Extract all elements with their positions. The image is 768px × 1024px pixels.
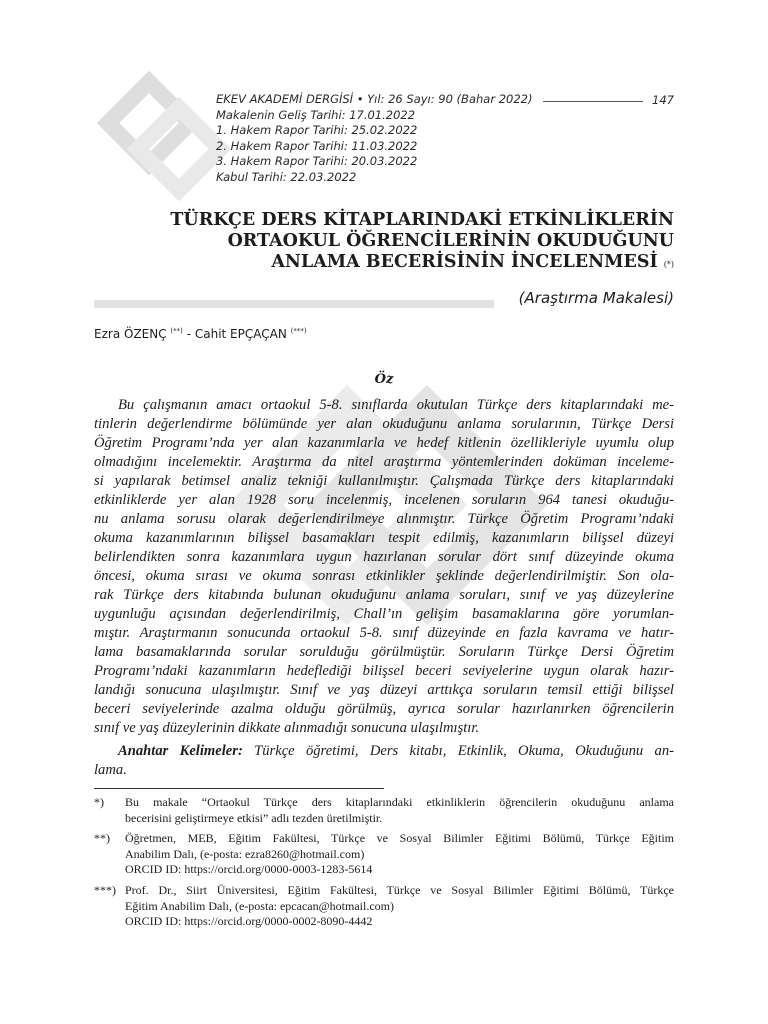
footnote-line: Öğretmen, MEB, Eğitim Fakültesi, Türkçe ve Sosyal Bilimler Eğitimi Bölümü, Türkçe Eğitim: [125, 831, 674, 845]
article-type: (Araştırma Makalesi): [518, 289, 674, 307]
author-name: Ezra ÖZENÇ: [94, 327, 167, 341]
footnote: [94, 831, 674, 879]
footnote-body: [125, 795, 674, 826]
abstract-line: etkinliklerde yer alan 1928 soru incelenmiş, incelenen soruların 964 tanesi okuduğu-: [94, 492, 674, 508]
keywords-text: Türkçe öğretimi, Ders kitabı, Etkinlik, Okuma, Okuduğunu an-: [242, 743, 674, 759]
review1-date: 1. Hakem Rapor Tarihi: 25.02.2022: [216, 123, 418, 137]
abstract-line: Öğretim Programı’nda yer alan kazanımlarla ve hedef kitlenin özellikleriyle uyumlu olup: [94, 435, 674, 451]
footnote-mark: ***): [94, 883, 116, 897]
subtitle-bar: [94, 300, 494, 308]
abstract-line: sınıf ve yaş düzeylerinin dikkate alınmadığı sonucuna ulaşılmıştır.: [94, 720, 480, 736]
abstract-line: öncesi, okuma sırası ve okuma sonrası etkinlikler şeklinde değerlendirilmiştir. Son ola-: [94, 568, 674, 584]
abstract-line: Bu çalışmanın amacı ortaokul 5-8. sınıflarda okutulan Türkçe ders kitaplarındaki me-: [118, 397, 674, 413]
author-note-mark: (***): [290, 327, 307, 335]
footnote: [94, 883, 674, 931]
footnote-body: [125, 883, 674, 930]
accepted-date: Kabul Tarihi: 22.03.2022: [216, 169, 357, 184]
abstract-body: [94, 396, 674, 738]
keywords: [94, 742, 674, 780]
article-title: [170, 210, 674, 273]
keywords-line: lama.: [94, 762, 127, 778]
author-name: Cahit EPÇAÇAN: [194, 327, 287, 341]
abstract-line: nu anlama sorusu olarak değerlendirilmeye alınmıştır. Türkçe Öğretim Programı’ndaki: [94, 511, 674, 527]
received-date: Makalenin Geliş Tarihi: 17.01.2022: [216, 107, 416, 122]
abstract-line: lama basamaklarında sorular sorulduğu görülmüştür. Soruların Türkçe Dersi Öğretim: [94, 644, 674, 660]
page-number: 147: [652, 93, 674, 107]
title-line: TÜRKÇE DERS KİTAPLARINDAKİ ETKİNLİKLERİN: [170, 210, 674, 230]
author-note-mark: (**): [170, 327, 183, 335]
abstract-line: mıştır. Araştırmanın sonucunda ortaokul 5-8. sınıf düzeyinde en fazla kavrama ve hatır-: [94, 625, 674, 641]
footnote: [94, 795, 674, 827]
keywords-line: [94, 742, 674, 761]
title-note-mark: (*): [663, 260, 674, 269]
footnote-line: Bu makale “Ortaokul Türkçe ders kitaplarındaki etkinliklerin öğrencilerin okuduğunu anlama: [125, 795, 674, 809]
abstract-line: okuma kazanımlarının bilişsel basamakları tespit edilmiş, kazanımların bilişsel düzeyi: [94, 530, 674, 546]
title-line-text: ANLAMA BECERİSİNİN İNCELENMESİ: [271, 252, 658, 272]
footnote-line: becerisini geliştirmeye etkisi” adlı tezden üretilmiştir.: [125, 810, 383, 825]
footnote-mark: *): [94, 795, 104, 809]
abstract-line: uygunluğu açısından değerlendirilmiş, Chall’ın gelişim basamaklarına göre yorumlan-: [94, 606, 674, 622]
abstract-line: landığı sonucuna ulaşılmıştır. Sınıf ve yaş düzeyi arttıkça soruların temsil ettiği bilişsel: [94, 682, 674, 698]
abstract-line: tinlerin değerlendirme bölümünde yer alan okuduğunu anlama sorularının, Türkçe Dersi: [94, 416, 674, 432]
footnote-line: Eğitim Anabilim Dalı, (e-posta: epcacan@hotmail.com): [125, 898, 394, 913]
abstract-line: si yapılarak betimsel analiz tekniği kullanılmıştır. Çalışmada Türkçe ders kitaplarındaki: [94, 473, 674, 489]
title-line: ORTAOKUL ÖĞRENCİLERİNİN OKUDUĞUNU: [227, 231, 674, 251]
abstract-line: Programı’ndaki kazanımların hedeflediği bilişsel beceri seviyelerine uygun olarak hazır-: [94, 663, 674, 679]
footnote-line: Prof. Dr., Siirt Üniversitesi, Eğitim Fakültesi, Türkçe ve Sosyal Bilimler Eğitimi Bölümü, Türkçe: [125, 883, 674, 897]
author-separator: -: [182, 327, 195, 341]
header-rule: [543, 101, 643, 102]
abstract-line: beceri seviyelerinde azalma olduğu görülmüş, ayrıca sorular hazırlanırken öğrencilerin: [94, 701, 674, 717]
footnote-mark: **): [94, 831, 110, 845]
footnote-line: Anabilim Dalı, (e-posta: ezra8260@hotmail.com): [125, 846, 365, 861]
authors: [94, 327, 307, 341]
review3-date: 3. Hakem Rapor Tarihi: 20.03.2022: [216, 154, 418, 168]
abstract-line: olmadığını incelemektir. Araştırma da nitel araştırma yöntemlerinden doküman inceleme-: [94, 454, 674, 470]
abstract-line: belirlendikten sonra kazanımlara uygun hazırlanan sorular dört sınıf düzeyinde okuma: [94, 549, 674, 565]
keywords-label: Anahtar Kelimeler:: [118, 743, 243, 759]
footnote-body: [125, 831, 674, 878]
journal-line: EKEV AKADEMİ DERGİSİ • Yıl: 26 Sayı: 90 (Bahar 2022): [216, 92, 533, 106]
review2-date: 2. Hakem Rapor Tarihi: 11.03.2022: [216, 138, 418, 153]
footnote-line: ORCID ID: https://orcid.org/0000-0002-8090-4442: [125, 914, 373, 928]
footnote-rule: [94, 788, 384, 789]
title-line: [170, 252, 674, 273]
journal-header: [216, 92, 686, 185]
abstract-line: rak Türkçe ders kitabında bulunan okuduğunu anlama soruları, sınıf ve yaş düzeylerine: [94, 587, 674, 603]
footnote-line: ORCID ID: https://orcid.org/0000-0003-1283-5614: [125, 862, 373, 876]
abstract-heading: Öz: [374, 372, 394, 387]
